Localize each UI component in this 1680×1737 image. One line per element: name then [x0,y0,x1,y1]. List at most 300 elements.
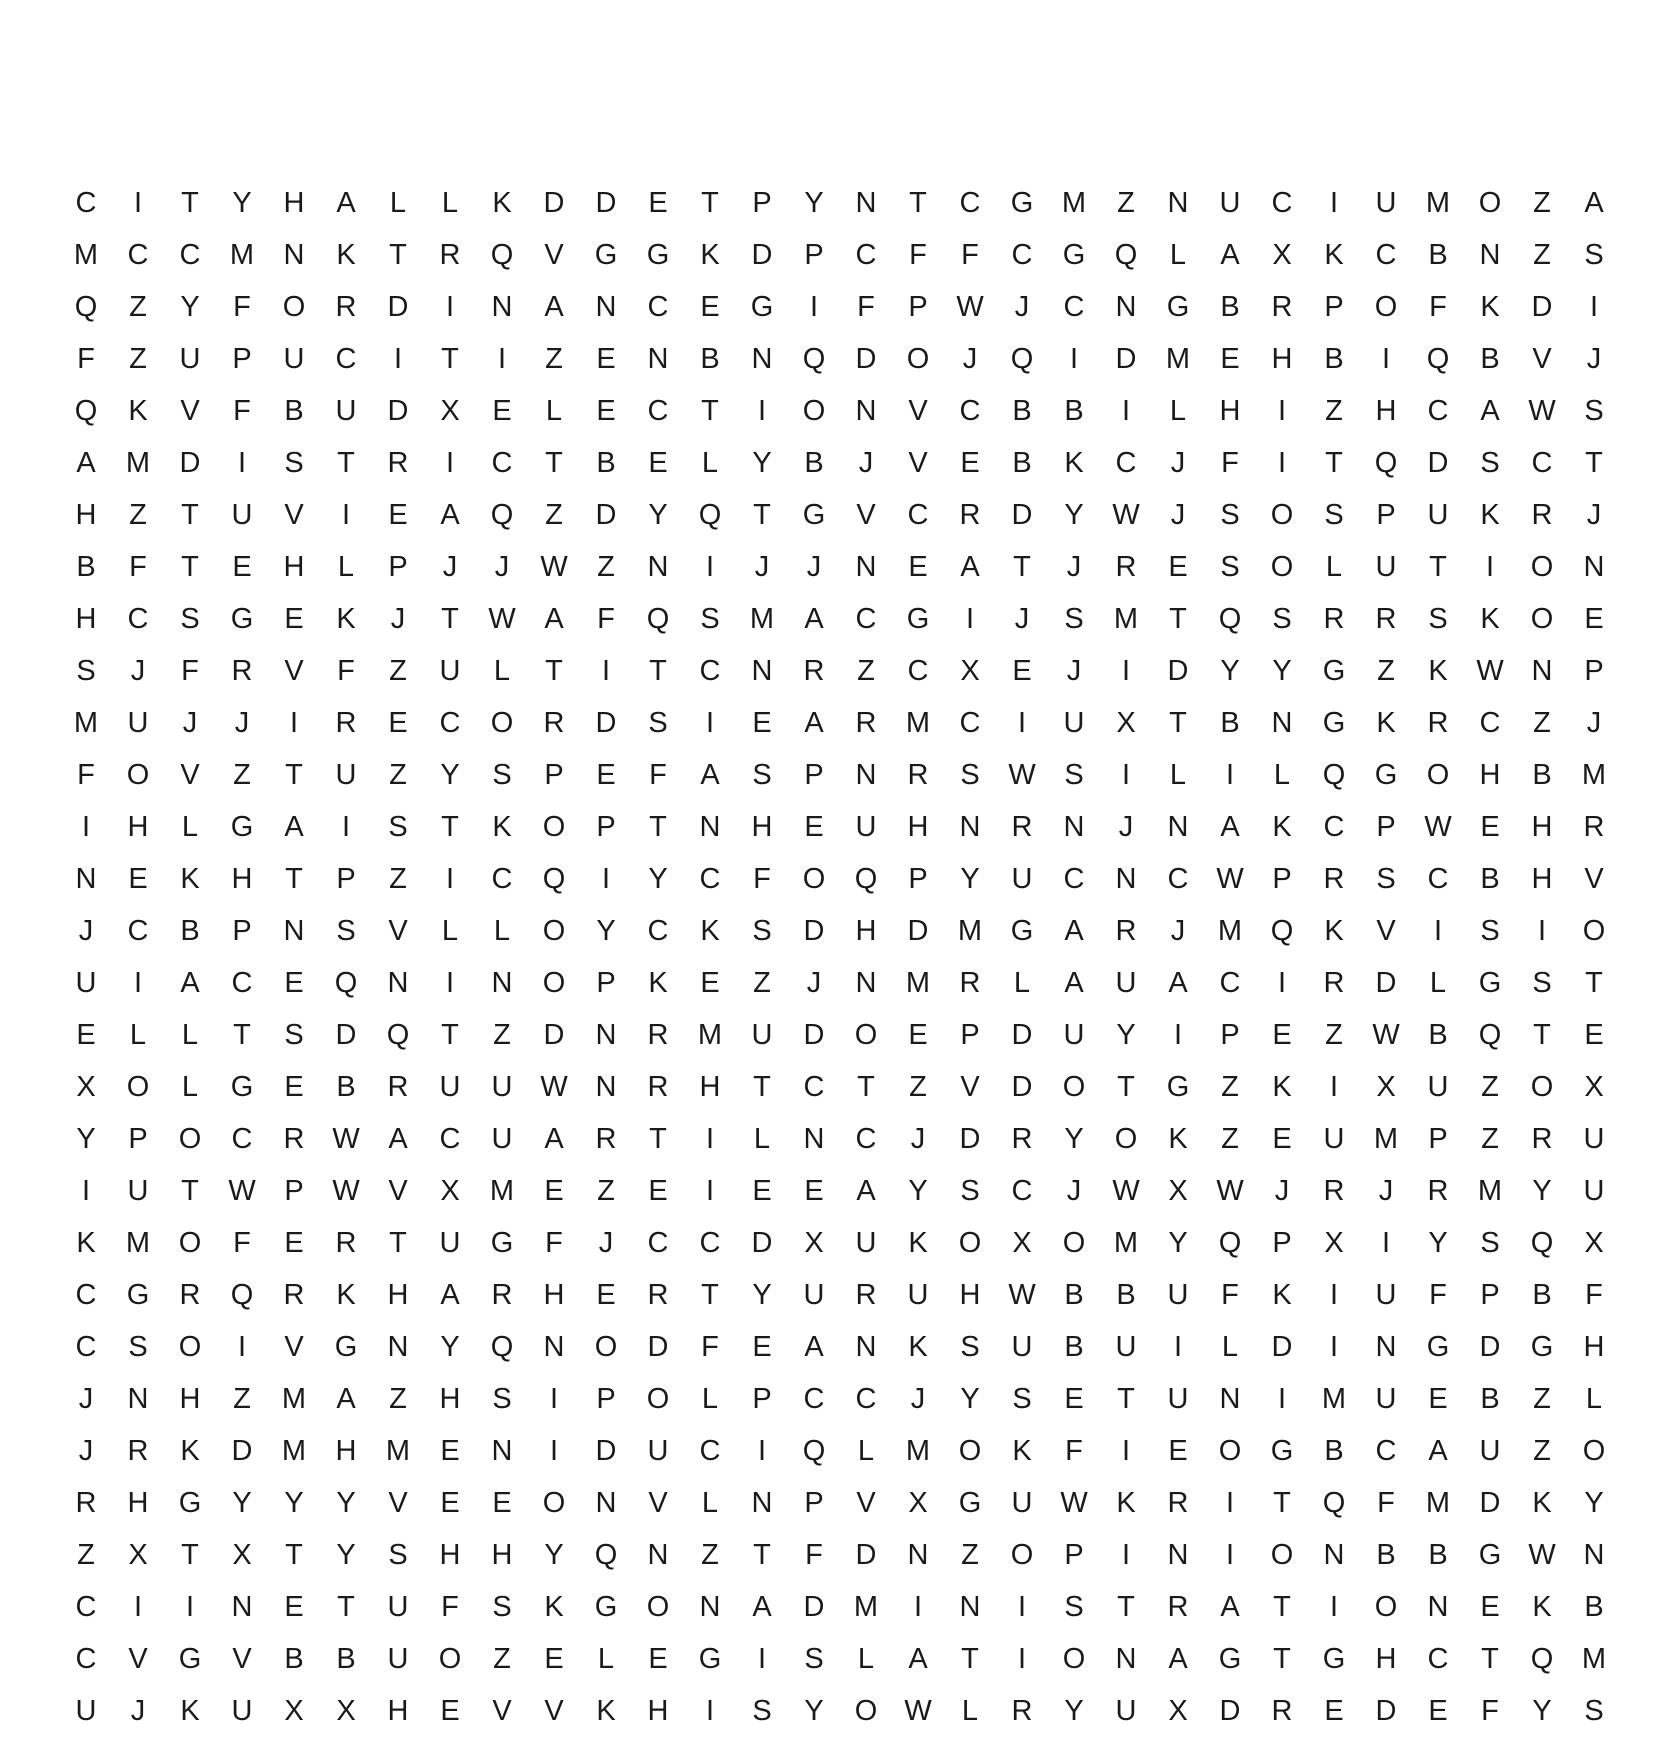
letter-cell[interactable]: G [1010,915,1034,947]
letter-cell[interactable]: M [385,1435,411,1467]
letter-cell[interactable]: R [283,1279,305,1311]
letter-cell[interactable]: K [544,1591,564,1623]
letter-cell[interactable]: J [806,551,822,583]
letter-cell[interactable]: J [390,603,406,635]
letter-cell[interactable]: N [855,395,877,427]
letter-cell[interactable]: P [336,863,356,895]
letter-cell[interactable]: T [181,551,199,583]
letter-cell[interactable]: U [387,1591,409,1623]
letter-cell[interactable]: E [1428,1695,1448,1727]
letter-cell[interactable]: O [1582,1435,1606,1467]
letter-cell[interactable]: A [440,1279,460,1311]
letter-cell[interactable]: L [1585,1383,1603,1415]
letter-cell[interactable]: E [284,603,304,635]
letter-cell[interactable]: R [335,291,357,323]
letter-cell[interactable]: U [855,811,877,843]
letter-cell[interactable]: I [1225,1487,1235,1519]
letter-cell[interactable]: B [1064,1279,1084,1311]
letter-cell[interactable]: I [133,1591,143,1623]
letter-cell[interactable]: V [284,655,304,687]
letter-cell[interactable]: T [389,1227,407,1259]
letter-cell[interactable]: W [1060,1487,1088,1519]
letter-cell[interactable]: D [1531,291,1553,323]
letter-cell[interactable]: E [752,1331,772,1363]
letter-cell[interactable]: A [1220,239,1240,271]
letter-cell[interactable]: R [1011,1695,1033,1727]
letter-cell[interactable]: K [908,1331,928,1363]
letter-cell[interactable]: Q [386,1019,410,1051]
letter-cell[interactable]: X [1272,239,1292,271]
letter-cell[interactable]: E [76,1019,96,1051]
letter-cell[interactable]: I [549,1383,559,1415]
letter-cell[interactable]: A [700,759,720,791]
letter-cell[interactable]: F [701,1331,719,1363]
letter-cell[interactable]: C [959,395,981,427]
letter-cell[interactable]: O [802,395,826,427]
letter-cell[interactable]: Z [545,343,563,375]
letter-cell[interactable]: A [544,291,564,323]
letter-cell[interactable]: J [1170,499,1186,531]
letter-cell[interactable]: U [1375,1279,1397,1311]
letter-cell[interactable]: B [284,395,304,427]
letter-cell[interactable]: J [78,915,94,947]
letter-cell[interactable]: N [1427,1591,1449,1623]
letter-cell[interactable]: M [697,1019,723,1051]
letter-cell[interactable]: I [1329,187,1339,219]
letter-cell[interactable]: R [1323,1175,1345,1207]
letter-cell[interactable]: E [440,1487,460,1519]
letter-cell[interactable]: M [1165,343,1191,375]
letter-cell[interactable]: O [1114,1123,1138,1155]
letter-cell[interactable]: W [332,1175,360,1207]
letter-cell[interactable]: G [802,499,826,531]
letter-cell[interactable]: B [1428,1539,1448,1571]
letter-cell[interactable]: H [907,811,929,843]
letter-cell[interactable]: W [488,603,516,635]
letter-cell[interactable]: U [439,655,461,687]
letter-cell[interactable]: D [1011,499,1033,531]
letter-cell[interactable]: I [549,1435,559,1467]
letter-cell[interactable]: J [78,1383,94,1415]
letter-cell[interactable]: N [75,863,97,895]
letter-cell[interactable]: M [1061,187,1087,219]
letter-cell[interactable]: F [1221,447,1239,479]
letter-cell[interactable]: W [1008,1279,1036,1311]
letter-cell[interactable]: C [75,1643,97,1675]
letter-cell[interactable]: U [335,395,357,427]
letter-cell[interactable]: U [491,1123,513,1155]
letter-cell[interactable]: N [751,343,773,375]
letter-cell[interactable]: M [73,707,99,739]
letter-cell[interactable]: J [858,447,874,479]
letter-cell[interactable]: H [543,1279,565,1311]
letter-cell[interactable]: Z [493,1019,511,1051]
letter-cell[interactable]: I [1173,1019,1183,1051]
letter-cell[interactable]: O [1478,187,1502,219]
letter-cell[interactable]: Y [1532,1695,1552,1727]
letter-cell[interactable]: T [1273,1487,1291,1519]
letter-cell[interactable]: F [961,239,979,271]
letter-cell[interactable]: N [1583,551,1605,583]
letter-cell[interactable]: O [1062,1227,1086,1259]
letter-cell[interactable]: K [1480,291,1500,323]
letter-cell[interactable]: N [1375,1331,1397,1363]
letter-cell[interactable]: L [1429,967,1447,999]
letter-cell[interactable]: N [803,1123,825,1155]
letter-cell[interactable]: W [540,551,568,583]
letter-cell[interactable]: G [1530,1331,1554,1363]
letter-cell[interactable]: Z [493,1643,511,1675]
letter-cell[interactable]: I [1485,551,1495,583]
letter-cell[interactable]: L [181,811,199,843]
letter-cell[interactable]: E [596,343,616,375]
letter-cell[interactable]: J [1014,291,1030,323]
letter-cell[interactable]: G [1374,759,1398,791]
letter-cell[interactable]: K [180,1435,200,1467]
letter-cell[interactable]: O [594,1331,618,1363]
letter-cell[interactable]: J [806,967,822,999]
letter-cell[interactable]: R [647,1279,669,1311]
letter-cell[interactable]: T [701,1279,719,1311]
letter-cell[interactable]: D [179,447,201,479]
letter-cell[interactable]: R [1531,499,1553,531]
letter-cell[interactable]: I [601,655,611,687]
letter-cell[interactable]: S [700,603,720,635]
letter-cell[interactable]: O [1374,291,1398,323]
letter-cell[interactable]: A [336,1383,356,1415]
letter-cell[interactable]: A [804,1331,824,1363]
letter-cell[interactable]: U [1115,967,1137,999]
letter-cell[interactable]: I [705,551,715,583]
letter-cell[interactable]: C [907,655,929,687]
letter-cell[interactable]: R [1531,1123,1553,1155]
letter-cell[interactable]: Q [802,1435,826,1467]
letter-cell[interactable]: D [1375,1695,1397,1727]
letter-cell[interactable]: N [595,1071,617,1103]
letter-cell[interactable]: G [646,239,670,271]
letter-cell[interactable]: Q [74,291,98,323]
letter-cell[interactable]: L [1169,395,1187,427]
letter-cell[interactable]: R [387,1071,409,1103]
letter-cell[interactable]: W [956,291,984,323]
letter-cell[interactable]: S [960,759,980,791]
letter-cell[interactable]: Z [545,499,563,531]
letter-cell[interactable]: F [233,291,251,323]
letter-cell[interactable]: M [957,915,983,947]
letter-cell[interactable]: Z [1533,1383,1551,1415]
letter-cell[interactable]: T [441,811,459,843]
letter-cell[interactable]: Y [596,915,616,947]
letter-cell[interactable]: L [181,1071,199,1103]
letter-cell[interactable]: G [490,1227,514,1259]
letter-cell[interactable]: C [1063,291,1085,323]
letter-cell[interactable]: X [440,395,460,427]
letter-cell[interactable]: A [1168,967,1188,999]
letter-cell[interactable]: D [803,915,825,947]
letter-cell[interactable]: H [1583,1331,1605,1363]
letter-cell[interactable]: T [649,1123,667,1155]
letter-cell[interactable]: Z [597,551,615,583]
letter-cell[interactable]: D [595,499,617,531]
letter-cell[interactable]: E [752,707,772,739]
letter-cell[interactable]: N [231,1591,253,1623]
letter-cell[interactable]: P [1272,863,1292,895]
letter-cell[interactable]: Q [1374,447,1398,479]
letter-cell[interactable]: I [705,707,715,739]
letter-cell[interactable]: D [907,915,929,947]
letter-cell[interactable]: R [1011,811,1033,843]
letter-cell[interactable]: U [1583,1123,1605,1155]
letter-cell[interactable]: M [1425,187,1451,219]
letter-cell[interactable]: W [1112,499,1140,531]
letter-cell[interactable]: M [853,1591,879,1623]
letter-cell[interactable]: Q [646,603,670,635]
letter-cell[interactable]: H [1479,759,1501,791]
letter-cell[interactable]: H [959,1279,981,1311]
letter-cell[interactable]: P [752,1383,772,1415]
letter-cell[interactable]: C [127,603,149,635]
letter-cell[interactable]: H [1219,395,1241,427]
letter-cell[interactable]: D [959,1123,981,1155]
letter-cell[interactable]: X [128,1539,148,1571]
letter-cell[interactable]: Y [336,1487,356,1519]
letter-cell[interactable]: D [1271,1331,1293,1363]
letter-cell[interactable]: T [1117,1383,1135,1415]
letter-cell[interactable]: C [1375,1435,1397,1467]
letter-cell[interactable]: O [1062,1643,1086,1675]
letter-cell[interactable]: B [180,915,200,947]
letter-cell[interactable]: C [75,187,97,219]
letter-cell[interactable]: H [387,1279,409,1311]
letter-cell[interactable]: I [1225,1539,1235,1571]
letter-cell[interactable]: O [1270,551,1294,583]
letter-cell[interactable]: C [75,1331,97,1363]
letter-cell[interactable]: X [1324,1227,1344,1259]
letter-cell[interactable]: N [1167,187,1189,219]
letter-cell[interactable]: V [180,759,200,791]
letter-cell[interactable]: N [491,291,513,323]
letter-cell[interactable]: U [1011,1331,1033,1363]
letter-cell[interactable]: C [855,239,877,271]
letter-cell[interactable]: D [1479,1487,1501,1519]
letter-cell[interactable]: G [334,1331,358,1363]
letter-cell[interactable]: E [648,1643,668,1675]
letter-cell[interactable]: E [1272,1019,1292,1051]
letter-cell[interactable]: S [1220,551,1240,583]
letter-cell[interactable]: P [1480,1279,1500,1311]
letter-cell[interactable]: E [492,395,512,427]
letter-cell[interactable]: U [1375,1383,1397,1415]
letter-cell[interactable]: G [1478,1539,1502,1571]
letter-cell[interactable]: B [1064,395,1084,427]
letter-cell[interactable]: K [596,1695,616,1727]
letter-cell[interactable]: L [701,447,719,479]
letter-cell[interactable]: L [753,1123,771,1155]
letter-cell[interactable]: H [179,1383,201,1415]
letter-cell[interactable]: U [335,759,357,791]
letter-cell[interactable]: D [1115,343,1137,375]
letter-cell[interactable]: T [233,1019,251,1051]
letter-cell[interactable]: Q [1322,1487,1346,1519]
letter-cell[interactable]: U [1427,1071,1449,1103]
letter-cell[interactable]: K [1272,811,1292,843]
letter-cell[interactable]: K [1168,1123,1188,1155]
letter-cell[interactable]: U [1375,187,1397,219]
letter-cell[interactable]: S [1272,603,1292,635]
letter-cell[interactable]: C [1011,1175,1033,1207]
letter-cell[interactable]: G [958,1487,982,1519]
letter-cell[interactable]: Z [753,967,771,999]
letter-cell[interactable]: V [908,395,928,427]
letter-cell[interactable]: S [752,759,772,791]
letter-cell[interactable]: Y [440,1331,460,1363]
letter-cell[interactable]: L [1221,1331,1239,1363]
letter-cell[interactable]: V [232,1643,252,1675]
letter-cell[interactable]: M [905,1435,931,1467]
letter-cell[interactable]: R [959,967,981,999]
letter-cell[interactable]: Q [230,1279,254,1311]
letter-cell[interactable]: N [1115,1643,1137,1675]
letter-cell[interactable]: K [1064,447,1084,479]
letter-cell[interactable]: B [596,447,616,479]
letter-cell[interactable]: K [1480,603,1500,635]
letter-cell[interactable]: N [1271,707,1293,739]
letter-cell[interactable]: L [493,655,511,687]
letter-cell[interactable]: B [1012,447,1032,479]
letter-cell[interactable]: I [1121,655,1131,687]
letter-cell[interactable]: A [804,707,824,739]
letter-cell[interactable]: F [753,863,771,895]
letter-cell[interactable]: V [284,499,304,531]
letter-cell[interactable]: E [1480,811,1500,843]
letter-cell[interactable]: R [1115,915,1137,947]
letter-cell[interactable]: S [1064,759,1084,791]
letter-cell[interactable]: V [128,1643,148,1675]
letter-cell[interactable]: Q [1530,1227,1554,1259]
letter-cell[interactable]: P [388,551,408,583]
letter-cell[interactable]: T [1533,1019,1551,1051]
letter-cell[interactable]: C [1427,1643,1449,1675]
letter-cell[interactable]: U [1011,1487,1033,1519]
letter-cell[interactable]: U [855,1227,877,1259]
letter-cell[interactable]: A [76,447,96,479]
letter-cell[interactable]: A [804,603,824,635]
letter-cell[interactable]: N [283,239,305,271]
letter-cell[interactable]: D [1167,655,1189,687]
letter-cell[interactable]: S [388,1539,408,1571]
letter-cell[interactable]: O [490,707,514,739]
letter-cell[interactable]: Y [1168,1227,1188,1259]
letter-cell[interactable]: R [231,655,253,687]
letter-cell[interactable]: B [1116,1279,1136,1311]
letter-cell[interactable]: Q [1218,1227,1242,1259]
letter-cell[interactable]: B [1324,343,1344,375]
letter-cell[interactable]: Q [1322,759,1346,791]
letter-cell[interactable]: K [700,915,720,947]
letter-cell[interactable]: G [1478,967,1502,999]
letter-cell[interactable]: S [1376,863,1396,895]
letter-cell[interactable]: G [178,1643,202,1675]
letter-cell[interactable]: B [1532,1279,1552,1311]
letter-cell[interactable]: K [1116,1487,1136,1519]
letter-cell[interactable]: S [128,1331,148,1363]
letter-cell[interactable]: S [1324,499,1344,531]
letter-cell[interactable]: F [1377,1487,1395,1519]
letter-cell[interactable]: P [1272,1227,1292,1259]
letter-cell[interactable]: L [493,915,511,947]
letter-cell[interactable]: G [1322,1643,1346,1675]
letter-cell[interactable]: E [284,967,304,999]
letter-cell[interactable]: J [1378,1175,1394,1207]
letter-cell[interactable]: W [1372,1019,1400,1051]
letter-cell[interactable]: K [336,1279,356,1311]
letter-cell[interactable]: N [855,187,877,219]
letter-cell[interactable]: V [648,1487,668,1519]
letter-cell[interactable]: T [285,1539,303,1571]
letter-cell[interactable]: H [283,187,305,219]
letter-cell[interactable]: O [906,343,930,375]
letter-cell[interactable]: H [75,499,97,531]
letter-cell[interactable]: M [905,707,931,739]
letter-cell[interactable]: J [1014,603,1030,635]
letter-cell[interactable]: G [230,811,254,843]
letter-cell[interactable]: R [907,759,929,791]
letter-cell[interactable]: J [1586,707,1602,739]
letter-cell[interactable]: X [76,1071,96,1103]
letter-cell[interactable]: L [857,1643,875,1675]
letter-cell[interactable]: M [1321,1383,1347,1415]
letter-cell[interactable]: Z [77,1539,95,1571]
letter-cell[interactable]: X [440,1175,460,1207]
letter-cell[interactable]: L [701,1383,719,1415]
letter-cell[interactable]: O [178,1331,202,1363]
letter-cell[interactable]: K [128,395,148,427]
letter-cell[interactable]: O [1582,915,1606,947]
letter-cell[interactable]: T [1481,1643,1499,1675]
letter-cell[interactable]: V [1376,915,1396,947]
letter-cell[interactable]: P [232,915,252,947]
letter-cell[interactable]: D [803,1591,825,1623]
letter-cell[interactable]: O [542,967,566,999]
letter-cell[interactable]: U [491,1071,513,1103]
letter-cell[interactable]: C [699,655,721,687]
letter-cell[interactable]: O [1530,551,1554,583]
letter-cell[interactable]: N [647,551,669,583]
letter-cell[interactable]: Y [648,863,668,895]
letter-cell[interactable]: I [757,1643,767,1675]
letter-cell[interactable]: U [387,1643,409,1675]
letter-cell[interactable]: N [647,343,669,375]
letter-cell[interactable]: D [543,1019,565,1051]
letter-cell[interactable]: I [1329,1279,1339,1311]
letter-cell[interactable]: G [1270,1435,1294,1467]
letter-cell[interactable]: C [439,1123,461,1155]
letter-cell[interactable]: R [1115,551,1137,583]
letter-cell[interactable]: O [958,1435,982,1467]
letter-cell[interactable]: Z [597,1175,615,1207]
letter-cell[interactable]: Y [1116,1019,1136,1051]
letter-cell[interactable]: G [698,1643,722,1675]
letter-cell[interactable]: C [1427,395,1449,427]
letter-cell[interactable]: A [180,967,200,999]
letter-cell[interactable]: G [1166,1071,1190,1103]
letter-cell[interactable]: O [1374,1591,1398,1623]
letter-cell[interactable]: O [282,291,306,323]
letter-cell[interactable]: K [336,603,356,635]
letter-cell[interactable]: F [909,239,927,271]
letter-cell[interactable]: I [1121,1435,1131,1467]
letter-cell[interactable]: C [1167,863,1189,895]
